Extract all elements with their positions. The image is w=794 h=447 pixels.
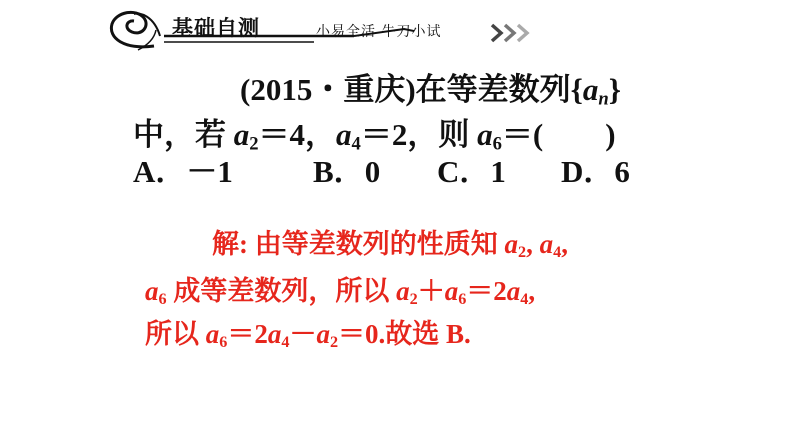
term-sub: 2	[518, 243, 527, 262]
separator: ,	[526, 229, 540, 259]
minus-sign: －	[289, 319, 317, 349]
chevron-right-icon	[490, 22, 534, 44]
term-var: a	[539, 229, 554, 259]
sequence-subscript: n	[598, 88, 609, 110]
banner-subtitle: 小易全活 牛刀小试	[316, 24, 442, 40]
equals-part: ＝2	[466, 276, 507, 306]
target-var: a	[477, 117, 493, 152]
question-stem-cont: 中，若	[133, 117, 234, 152]
term-sub: 4	[553, 243, 562, 262]
option-value: 0	[364, 154, 381, 189]
question-stem: 在等差数列	[415, 72, 571, 107]
term-var: a	[444, 276, 459, 306]
option-c[interactable]	[437, 154, 561, 190]
solution-conclusion: ＝0.故选 B.	[338, 319, 471, 349]
separator: ,	[528, 276, 536, 306]
option-value: 1	[490, 154, 506, 189]
solution-line-2	[145, 275, 535, 307]
option-value: －1	[186, 154, 233, 189]
option-letter: A．	[133, 154, 187, 189]
cond1-sub: 2	[249, 133, 259, 155]
solution-text: 所以	[145, 319, 206, 349]
option-letter: D．	[561, 154, 615, 189]
spiral-swirl-icon	[104, 6, 166, 54]
target-blank: ＝( )	[501, 117, 616, 152]
solution-text: 成等差数列，所以	[166, 276, 397, 306]
term-var: a	[205, 319, 220, 349]
term-sub: 6	[219, 333, 228, 352]
term-var: a	[504, 229, 518, 259]
cond1-value: ＝4，	[258, 117, 337, 152]
solution-line-1	[212, 228, 568, 260]
cond2-sub: 4	[351, 133, 361, 155]
cond2-value: ＝2，则	[360, 117, 478, 152]
question-line-1	[240, 72, 621, 108]
question-line-2	[133, 117, 616, 153]
option-a[interactable]	[133, 154, 313, 190]
term-var: a	[145, 276, 159, 306]
banner-title: 基础自测	[172, 16, 260, 40]
term-var: a	[267, 319, 282, 349]
option-letter: C．	[437, 154, 491, 189]
option-value: 6	[614, 154, 630, 189]
term-sub: 2	[409, 290, 418, 309]
section-banner	[104, 0, 534, 62]
term-sub: 6	[158, 290, 167, 309]
option-b[interactable]	[313, 154, 437, 190]
term-var: a	[316, 319, 330, 349]
target-sub: 6	[492, 133, 502, 155]
term-var: a	[506, 276, 521, 306]
cond2-var: a	[336, 117, 352, 152]
solution-line-3	[145, 318, 471, 350]
sequence-brace-open: {	[570, 72, 583, 107]
term-sub: 4	[520, 290, 529, 309]
term-sub: 2	[329, 333, 339, 352]
option-letter: B．	[313, 154, 365, 189]
sequence-var: a	[582, 72, 599, 107]
term-var: a	[396, 276, 410, 306]
term-sub: 4	[281, 333, 290, 352]
cond1-var: a	[233, 117, 250, 152]
answer-options	[133, 154, 630, 190]
separator: ,	[561, 229, 568, 259]
solution-intro: 解: 由等差数列的性质知	[212, 229, 505, 259]
plus-sign: ＋	[417, 276, 445, 306]
question-source: (2015・重庆)	[240, 72, 416, 107]
option-d[interactable]	[561, 154, 630, 190]
sequence-brace-close: }	[608, 72, 621, 107]
equals-part: ＝2	[227, 319, 268, 349]
term-sub: 6	[458, 290, 467, 309]
